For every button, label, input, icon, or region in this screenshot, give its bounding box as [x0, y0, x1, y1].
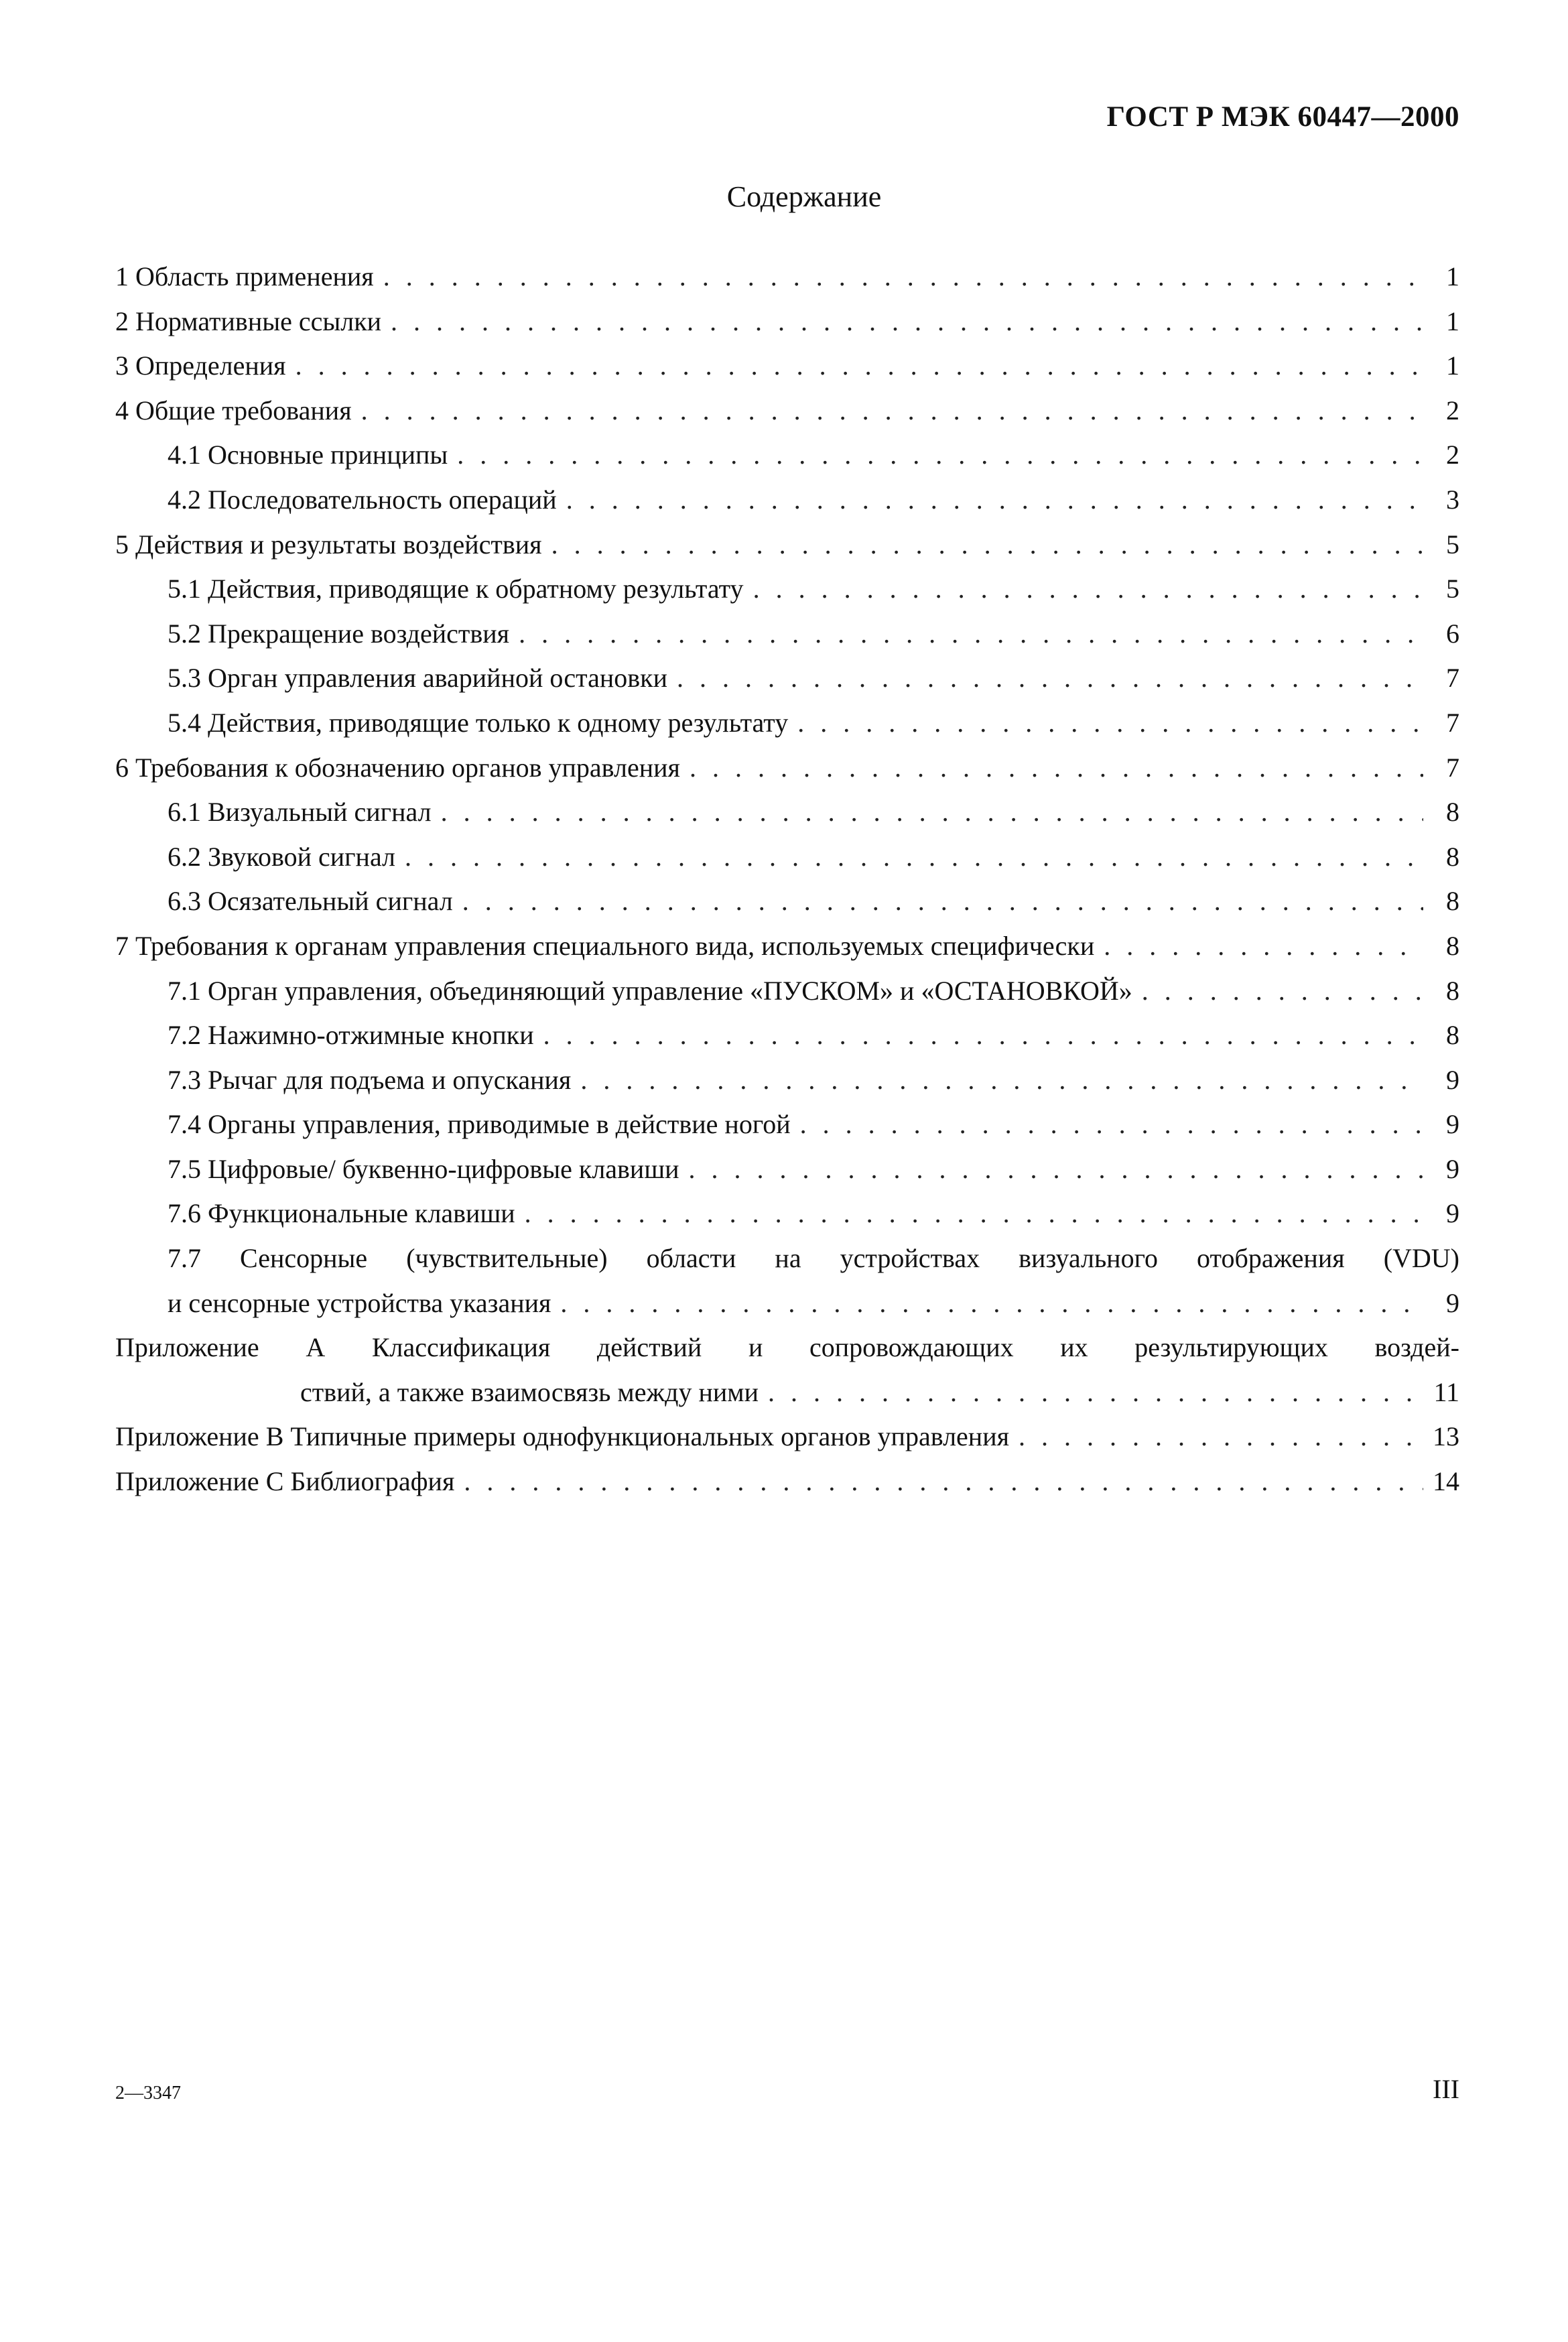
- toc-entry-title: 7.1 Орган управления, объединяющий управление «ПУСКОМ» и «ОСТАНОВКОЙ»: [168, 975, 1132, 1006]
- toc-entry-title: 4 Общие требования: [115, 395, 352, 426]
- toc-entry-title: 6 Требования к обозначению органов управления: [115, 752, 680, 783]
- toc-entry-title: 5.3 Орган управления аварийной остановки: [168, 663, 667, 694]
- toc-entry-title: 5 Действия и результаты воздействия: [115, 529, 542, 560]
- toc-entry[interactable]: [115, 701, 1459, 746]
- table-of-contents: [115, 255, 1459, 1504]
- toc-entry-page: 3: [1446, 484, 1459, 515]
- toc-entry-page: 9: [1446, 1064, 1459, 1095]
- leader-dots: [690, 746, 1423, 791]
- toc-entry-page: 5: [1446, 529, 1459, 560]
- toc-entry-page: 9: [1446, 1198, 1459, 1229]
- toc-entry-continuation[interactable]: [115, 1370, 1459, 1415]
- leader-dots: [689, 1147, 1423, 1192]
- toc-entry-title: и сенсорные устройства указания: [168, 1287, 551, 1318]
- toc-entry-page: 8: [1446, 886, 1459, 917]
- toc-entry-page: 7: [1446, 752, 1459, 783]
- toc-entry-title: 7.4 Органы управления, приводимые в действие ногой: [168, 1109, 791, 1140]
- toc-entry-title: Приложение С Библиография: [115, 1466, 455, 1497]
- leader-dots: [543, 1013, 1423, 1058]
- toc-entry-title: 7 Требования к органам управления специального вида, используемых специфически: [115, 930, 1095, 961]
- leader-dots: [551, 523, 1423, 568]
- toc-entry[interactable]: [115, 1013, 1459, 1058]
- toc-entry-title: 4.1 Основные принципы: [168, 440, 448, 470]
- toc-entry[interactable]: [115, 969, 1459, 1014]
- document-code: ГОСТ Р МЭК 60447—2000: [1106, 101, 1459, 133]
- toc-entry-title: 6.2 Звуковой сигнал: [168, 841, 396, 872]
- leader-dots: [441, 790, 1423, 835]
- toc-entry-page: 1: [1446, 306, 1459, 336]
- leader-dots: [1104, 924, 1423, 969]
- toc-entry-title: 7.7 Сенсорные (чувствительные) области на устройствах визуального отображения (VDU): [168, 1243, 1459, 1274]
- leader-dots: [566, 478, 1423, 523]
- toc-entry-page: 13: [1433, 1421, 1459, 1452]
- leader-dots: [391, 300, 1423, 344]
- toc-entry[interactable]: [115, 433, 1459, 478]
- leader-dots: [405, 835, 1423, 880]
- toc-entry[interactable]: [115, 1325, 1459, 1370]
- toc-entry[interactable]: [115, 835, 1459, 880]
- toc-entry[interactable]: [115, 879, 1459, 924]
- toc-entry-title: 6.3 Осязательный сигнал: [168, 886, 453, 917]
- leader-dots: [457, 433, 1423, 478]
- toc-entry[interactable]: [115, 1147, 1459, 1192]
- print-code: 2—3347: [115, 2083, 181, 2103]
- toc-entry[interactable]: [115, 344, 1459, 389]
- toc-entry-title: 7.5 Цифровые/ буквенно-цифровые клавиши: [168, 1153, 679, 1184]
- toc-entry[interactable]: [115, 1058, 1459, 1103]
- toc-entry[interactable]: [115, 1415, 1459, 1459]
- toc-entry-title: 1 Область применения: [115, 261, 374, 291]
- toc-entry-title: 7.6 Функциональные клавиши: [168, 1198, 515, 1229]
- toc-entry-page: 14: [1433, 1466, 1459, 1497]
- toc-entry-page: 7: [1446, 707, 1459, 738]
- toc-entry-page: 7: [1446, 663, 1459, 694]
- leader-dots: [1142, 969, 1423, 1014]
- toc-entry[interactable]: [115, 300, 1459, 344]
- toc-entry-page: 8: [1446, 975, 1459, 1006]
- toc-entry-page: 1: [1446, 261, 1459, 291]
- toc-entry-page: 2: [1446, 395, 1459, 426]
- toc-entry[interactable]: [115, 389, 1459, 434]
- leader-dots: [800, 1102, 1423, 1147]
- leader-dots: [464, 1459, 1423, 1504]
- toc-entry[interactable]: [115, 1102, 1459, 1147]
- toc-entry-page: 9: [1446, 1109, 1459, 1140]
- toc-entry-page: 11: [1433, 1376, 1459, 1407]
- toc-entry[interactable]: [115, 567, 1459, 612]
- page-title: Содержание: [726, 180, 882, 213]
- toc-entry-continuation[interactable]: [115, 1281, 1459, 1326]
- toc-entry-title: 6.1 Визуальный сигнал: [168, 797, 432, 828]
- leader-dots: [560, 1281, 1423, 1326]
- toc-entry-page: 8: [1446, 930, 1459, 961]
- leader-dots: [519, 612, 1423, 657]
- toc-entry-title: Приложение А Классификация действий и сопровождающих их результирующих воздей-: [115, 1332, 1459, 1363]
- toc-entry-title: 7.3 Рычаг для подъема и опускания: [168, 1064, 572, 1095]
- toc-entry-page: 2: [1446, 440, 1459, 470]
- toc-entry[interactable]: [115, 612, 1459, 657]
- leader-dots: [361, 389, 1423, 434]
- toc-entry-page: 6: [1446, 618, 1459, 649]
- toc-entry[interactable]: [115, 924, 1459, 969]
- toc-entry-page: 9: [1446, 1153, 1459, 1184]
- leader-dots: [462, 879, 1423, 924]
- toc-entry-title: ствий, а также взаимосвязь между ними: [300, 1376, 759, 1407]
- leader-dots: [580, 1058, 1423, 1103]
- toc-entry[interactable]: [115, 656, 1459, 701]
- toc-entry-title: 4.2 Последовательность операций: [168, 484, 557, 515]
- leader-dots: [1019, 1415, 1423, 1459]
- toc-entry-page: 8: [1446, 797, 1459, 828]
- leader-dots: [383, 255, 1423, 300]
- toc-entry-page: 5: [1446, 574, 1459, 604]
- toc-entry[interactable]: [115, 255, 1459, 300]
- toc-entry-page: 9: [1446, 1287, 1459, 1318]
- toc-entry-title: 7.2 Нажимно-отжимные кнопки: [168, 1020, 534, 1051]
- toc-entry[interactable]: [115, 1459, 1459, 1504]
- toc-entry[interactable]: [115, 790, 1459, 835]
- toc-entry[interactable]: [115, 523, 1459, 568]
- toc-entry-title: 5.1 Действия, приводящие к обратному результату: [168, 574, 744, 604]
- leader-dots: [753, 567, 1423, 612]
- leader-dots: [768, 1370, 1423, 1415]
- leader-dots: [677, 656, 1423, 701]
- toc-entry-page: 1: [1446, 350, 1459, 381]
- toc-entry-page: 8: [1446, 841, 1459, 872]
- leader-dots: [525, 1191, 1423, 1236]
- toc-entry[interactable]: [115, 1236, 1459, 1281]
- toc-entry[interactable]: [115, 478, 1459, 523]
- toc-entry-page: 8: [1446, 1020, 1459, 1051]
- toc-entry-title: Приложение В Типичные примеры однофункциональных органов управления: [115, 1421, 1010, 1452]
- toc-entry-title: 3 Определения: [115, 350, 286, 381]
- toc-entry[interactable]: [115, 746, 1459, 791]
- leader-dots: [296, 344, 1423, 389]
- toc-entry-title: 2 Нормативные ссылки: [115, 306, 382, 336]
- toc-entry[interactable]: [115, 1191, 1459, 1236]
- leader-dots: [797, 701, 1423, 746]
- toc-entry-title: 5.4 Действия, приводящие только к одному результату: [168, 707, 789, 738]
- page-number: III: [1433, 2074, 1459, 2104]
- toc-entry-title: 5.2 Прекращение воздействия: [168, 618, 510, 649]
